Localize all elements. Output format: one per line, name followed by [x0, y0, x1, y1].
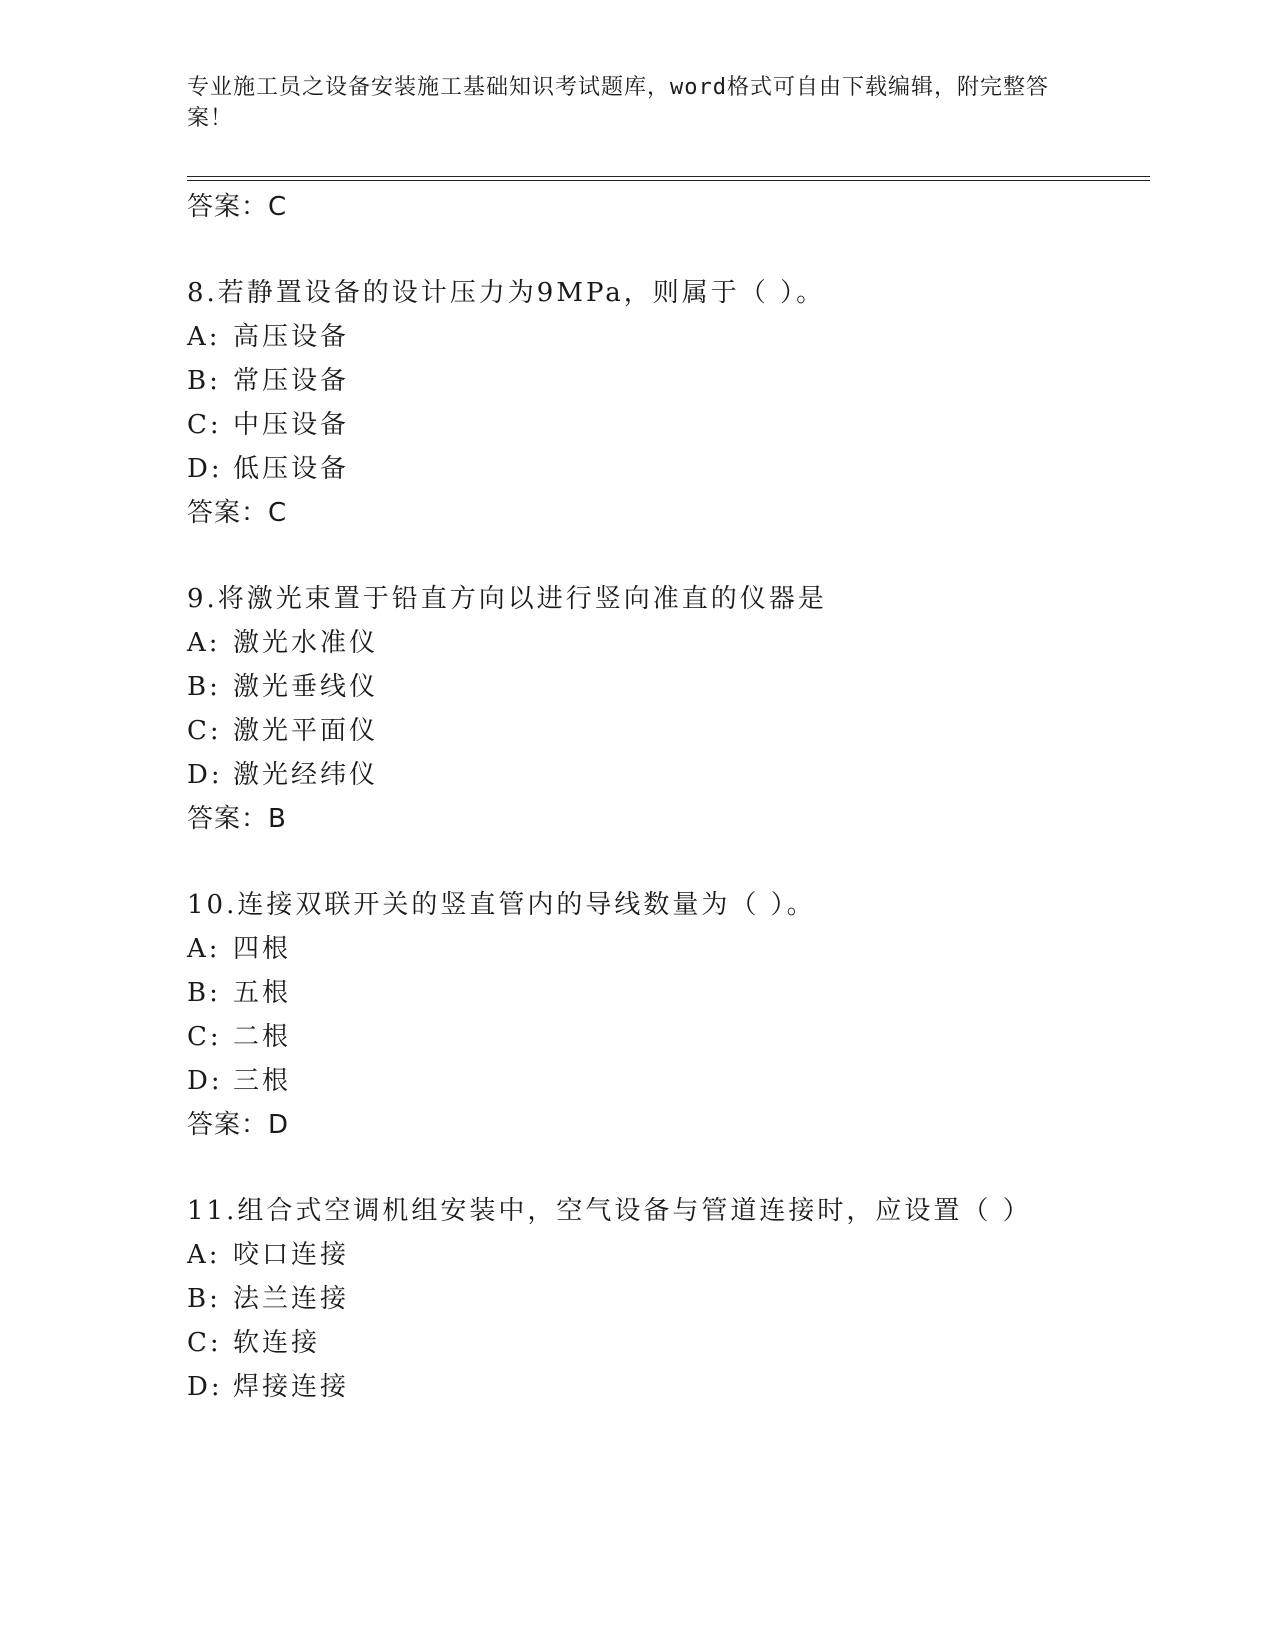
option-text: 法兰连接: [233, 1284, 350, 1314]
answer-label: 答案：C: [187, 498, 288, 528]
option-letter: D:: [187, 454, 223, 484]
option-d: [187, 448, 349, 485]
option-d: [187, 1366, 349, 1403]
option-text: 激光垂线仪: [233, 672, 379, 702]
option-text: 常压设备: [233, 366, 350, 396]
option-b: [187, 972, 291, 1009]
option-d: [187, 754, 378, 791]
option-c: [187, 710, 378, 747]
option-a: [187, 928, 291, 965]
option-text: 二根: [233, 1022, 292, 1052]
option-letter: D:: [187, 1066, 223, 1096]
option-a: [187, 1234, 349, 1271]
option-text: 四根: [233, 934, 292, 964]
option-text: 焊接连接: [233, 1372, 350, 1402]
option-d: [187, 1060, 291, 1097]
option-text: 软连接: [233, 1328, 321, 1358]
option-text: 激光平面仪: [233, 716, 379, 746]
option-text: 五根: [233, 978, 292, 1008]
option-c: [187, 1322, 320, 1359]
option-letter: C:: [187, 716, 222, 746]
question-stem: 8.若静置设备的设计压力为9MPa，则属于（ ）。: [187, 278, 826, 308]
option-letter: B:: [187, 366, 221, 396]
answer-label: 答案：C: [187, 192, 288, 222]
question-stem: 11.组合式空调机组安装中，空气设备与管道连接时，应设置（ ）: [187, 1196, 1032, 1226]
option-letter: A:: [187, 628, 221, 658]
option-text: 激光水准仪: [233, 628, 379, 658]
option-letter: B:: [187, 672, 221, 702]
option-text: 中压设备: [233, 410, 350, 440]
option-letter: C:: [187, 410, 222, 440]
option-text: 三根: [233, 1066, 292, 1096]
answer-label: 答案：D: [187, 1110, 290, 1140]
document-header-text: 专业施工员之设备安装施工基础知识考试题库，word格式可自由下载编辑，附完整答案！: [187, 75, 1049, 131]
option-text: 咬口连接: [233, 1240, 350, 1270]
question-stem: 10.连接双联开关的竖直管内的导线数量为（ ）。: [187, 890, 816, 920]
header-divider: [187, 176, 1150, 181]
option-text: 低压设备: [233, 454, 350, 484]
option-letter: B:: [187, 978, 221, 1008]
option-a: [187, 316, 349, 353]
option-a: [187, 622, 378, 659]
option-letter: C:: [187, 1328, 222, 1358]
option-letter: B:: [187, 1284, 221, 1314]
option-letter: A:: [187, 322, 221, 352]
option-text: 激光经纬仪: [233, 760, 379, 790]
option-b: [187, 1278, 349, 1315]
option-letter: A:: [187, 934, 221, 964]
option-text: 高压设备: [233, 322, 350, 352]
question-stem: 9.将激光束置于铅直方向以进行竖向准直的仪器是: [187, 584, 827, 614]
option-b: [187, 666, 378, 703]
option-letter: D:: [187, 760, 223, 790]
option-c: [187, 1016, 291, 1053]
option-c: [187, 404, 349, 441]
option-b: [187, 360, 349, 397]
answer-label: 答案：B: [187, 804, 287, 834]
option-letter: A:: [187, 1240, 221, 1270]
option-letter: D:: [187, 1372, 223, 1402]
option-letter: C:: [187, 1022, 222, 1052]
